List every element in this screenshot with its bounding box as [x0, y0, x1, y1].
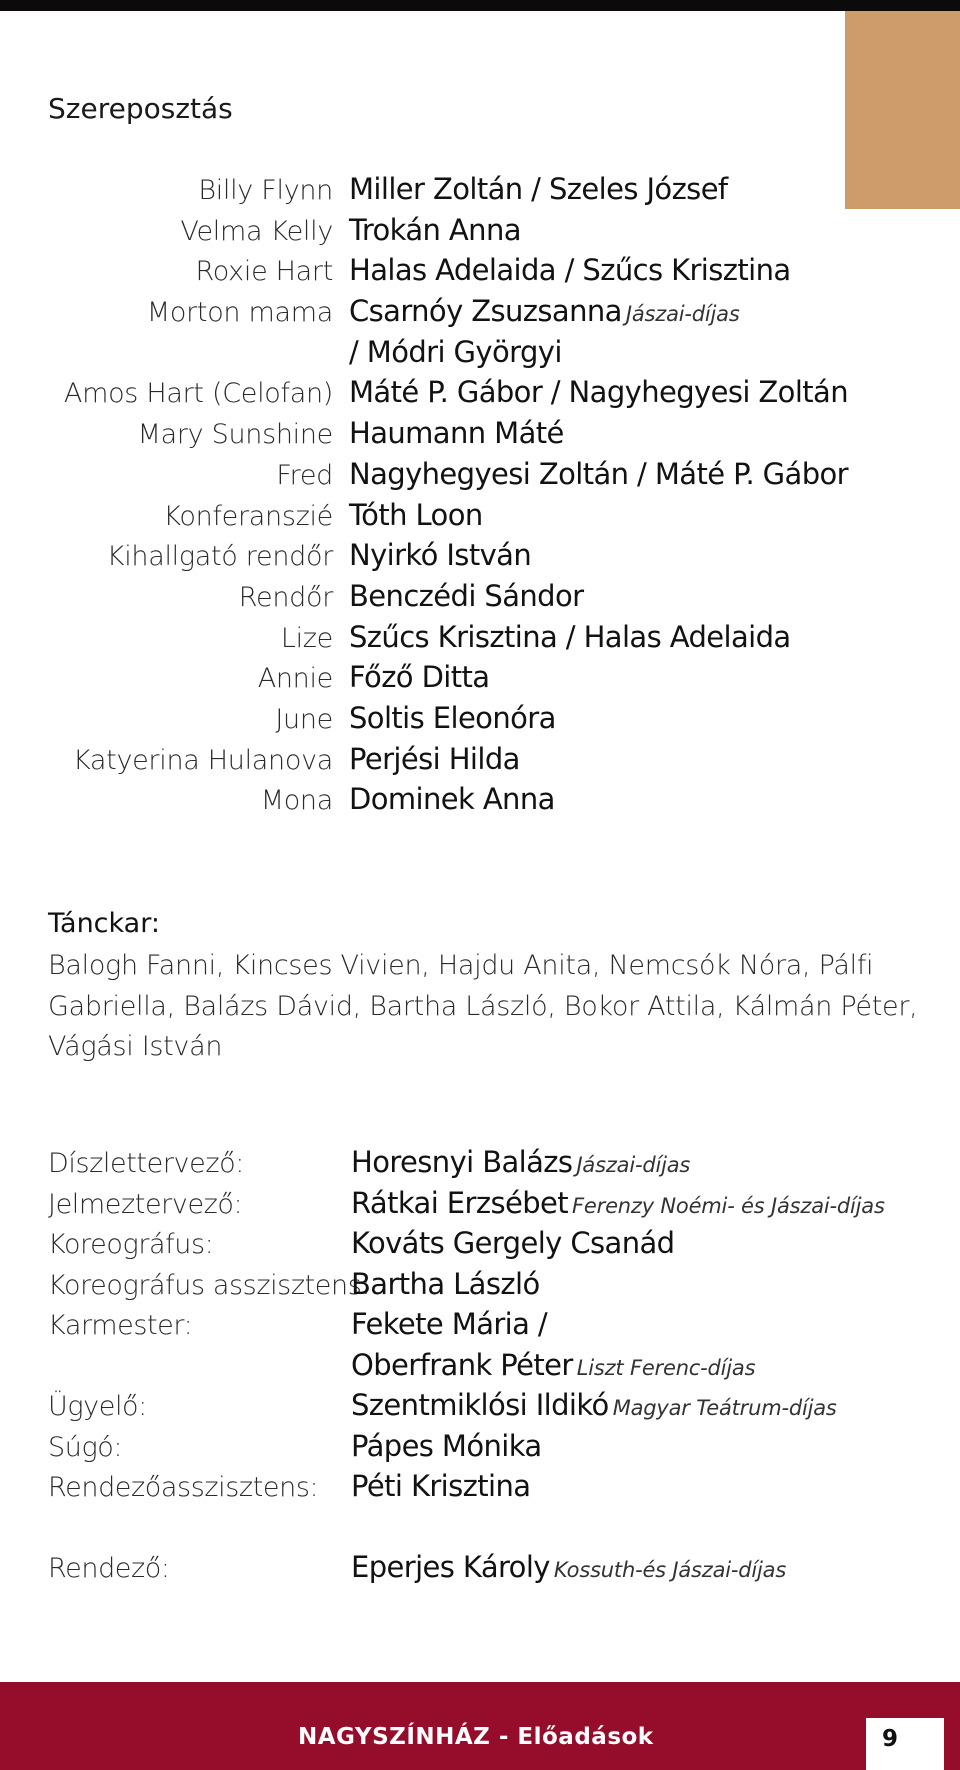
crew-name	[351, 1307, 551, 1341]
actor-name	[349, 742, 524, 776]
actor-text: Csarnóy Zsuzsanna	[349, 294, 622, 329]
actor-name	[349, 782, 559, 816]
footer-band	[0, 1682, 960, 1770]
crew-row	[48, 1307, 928, 1348]
actor-text: Tóth Loon	[349, 497, 483, 532]
cast-row	[0, 213, 900, 254]
actor-name	[349, 335, 566, 369]
crew-award: Magyar Teátrum-díjas	[612, 1396, 837, 1420]
cast-row	[0, 294, 900, 335]
role-name: Lize	[280, 622, 333, 654]
actor-name	[349, 416, 568, 450]
actor-name	[349, 701, 560, 735]
crew-name	[351, 1267, 544, 1301]
section-title: Szereposztás	[48, 92, 233, 125]
crew-row	[48, 1145, 928, 1186]
crew-name-text: Bartha László	[351, 1266, 540, 1301]
crew-name-text: Fekete Mária /	[351, 1307, 548, 1341]
actor-text: Haumann Máté	[349, 416, 564, 451]
crew-name-text: Kováts Gergely Csanád	[351, 1226, 675, 1260]
crew-award: Kossuth-és Jászai-díjas	[553, 1557, 787, 1582]
actor-text: Nagyhegyesi Zoltán / Máté P. Gábor	[349, 456, 848, 491]
crew-name	[351, 1145, 690, 1179]
cast-row	[0, 660, 900, 701]
actor-text: Főző Ditta	[349, 660, 490, 695]
crew-name-text: Horesnyi Balázs	[351, 1145, 573, 1179]
crew-row	[48, 1388, 928, 1429]
cast-row	[0, 498, 900, 539]
crew-role: Díszlettervező:	[48, 1148, 244, 1179]
actor-name	[349, 375, 852, 409]
actor-text: Miller Zoltán / Szeles József	[349, 172, 728, 206]
cast-row	[0, 416, 900, 457]
actor-award: Jászai-díjas	[625, 302, 740, 327]
crew-name	[351, 1429, 546, 1463]
actor-name	[349, 294, 740, 328]
crew-row	[48, 1469, 928, 1510]
crew-row	[48, 1226, 928, 1267]
crew-role: Rendezőasszisztens:	[48, 1472, 319, 1503]
role-name: Katyerina Hulanova	[72, 744, 333, 776]
actor-name	[349, 620, 795, 654]
dancers-list: Balogh Fanni, Kincses Vivien, Hajdu Anita, Nemcsók Nóra, Pálfi Gabriella, Balázs Dávid, Bartha László, Bokor Attila, Kálmán Péter, Vágási István	[48, 950, 918, 1062]
crew-name	[351, 1388, 837, 1422]
page-number-box	[866, 1718, 944, 1770]
cast-row	[0, 742, 900, 783]
actor-text: Benczédi Sándor	[349, 578, 584, 613]
crew-name-text: Rátkai Erzsébet	[351, 1185, 569, 1220]
actor-name	[349, 253, 795, 287]
actor-name	[349, 660, 493, 694]
cast-row	[0, 538, 900, 579]
page-number: 9	[881, 1726, 898, 1752]
crew-role: Koreográfus:	[48, 1229, 214, 1260]
actor-name	[349, 498, 487, 532]
cast-row	[0, 172, 900, 213]
crew-award: Jászai-díjas	[576, 1153, 691, 1177]
cast-row	[0, 375, 900, 416]
actor-name	[349, 538, 535, 572]
crew-row	[48, 1550, 928, 1591]
crew-role: Jelmeztervező:	[48, 1188, 243, 1220]
role-name: Annie	[257, 663, 333, 695]
role-name: Konferanszié	[163, 500, 333, 532]
crew-row	[48, 1348, 928, 1389]
crew-role: Rendező:	[48, 1552, 170, 1584]
actor-text: Dominek Anna	[349, 782, 555, 817]
cast-row	[0, 579, 900, 620]
crew-name	[351, 1186, 885, 1220]
crew-row	[48, 1186, 928, 1227]
cast-row	[0, 620, 900, 661]
crew-name-text: Eperjes Károly	[351, 1549, 550, 1584]
crew-row	[48, 1267, 928, 1308]
top-bar	[0, 0, 960, 11]
actor-text: Szűcs Krisztina / Halas Adelaida	[349, 619, 791, 654]
actor-name	[349, 579, 587, 613]
cast-row	[0, 701, 900, 742]
crew-name-text: Péti Krisztina	[351, 1469, 531, 1503]
crew-name-text: Szentmiklósi Ildikó	[351, 1388, 609, 1422]
footer-title: NAGYSZÍNHÁZ - Előadások	[298, 1724, 654, 1750]
crew-role: Karmester:	[48, 1310, 193, 1341]
cast-row	[0, 457, 900, 498]
actor-text: Nyirkó István	[349, 538, 532, 573]
crew-name	[351, 1469, 534, 1503]
role-name: Roxie Hart	[195, 256, 333, 288]
actor-text: Halas Adelaida / Szűcs Krisztina	[349, 253, 791, 288]
crew-role: Ügyelő:	[48, 1391, 147, 1422]
cast-row	[0, 335, 900, 376]
crew-name	[351, 1348, 755, 1382]
dancers-label: Tánckar:	[48, 908, 160, 939]
cast-row	[0, 782, 900, 823]
crew-role: Koreográfus asszisztens:	[48, 1269, 371, 1301]
crew-role: Súgó:	[48, 1431, 123, 1463]
crew-award: Ferenzy Noémi- és Jászai-díjas	[572, 1193, 885, 1218]
actor-name	[349, 457, 852, 491]
crew-list	[48, 1145, 928, 1590]
role-name: Rendőr	[238, 581, 333, 613]
crew-name	[351, 1226, 678, 1260]
actor-text: Trokán Anna	[349, 212, 521, 247]
actor-text: Perjési Hilda	[349, 741, 520, 776]
cast-row	[0, 253, 900, 294]
crew-name-text: Pápes Mónika	[351, 1428, 542, 1463]
cast-list	[0, 172, 900, 823]
role-name: Velma Kelly	[180, 215, 333, 247]
role-name: Fred	[276, 459, 333, 491]
actor-text: / Módri Györgyi	[349, 334, 562, 369]
actor-text: Máté P. Gábor / Nagyhegyesi Zoltán	[349, 375, 848, 410]
actor-name	[349, 213, 525, 247]
crew-award: Liszt Ferenc-díjas	[576, 1355, 756, 1380]
role-name: Billy Flynn	[198, 175, 333, 206]
crew-name	[351, 1550, 786, 1584]
role-name: June	[275, 703, 333, 735]
role-name: Morton mama	[146, 297, 333, 329]
role-name: Kihallgató rendőr	[106, 541, 333, 573]
crew-name-text: Oberfrank Péter	[351, 1347, 573, 1382]
crew-row	[48, 1429, 928, 1470]
role-name: Amos Hart (Celofan)	[63, 378, 333, 410]
role-name: Mary Sunshine	[137, 419, 333, 451]
role-name: Mona	[260, 785, 333, 817]
actor-text: Soltis Eleonóra	[349, 700, 556, 735]
actor-name	[349, 172, 732, 206]
